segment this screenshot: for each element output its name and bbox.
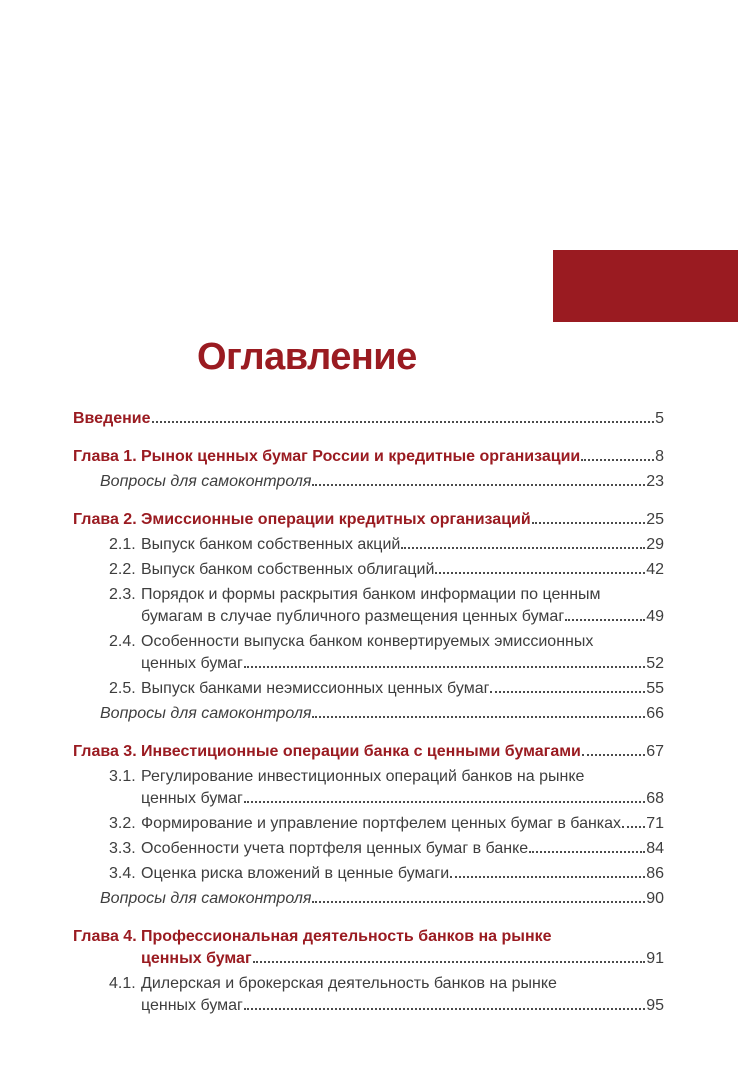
toc-entry-text: Дилерская и брокерская деятельность банков на рынке <box>141 975 557 992</box>
toc-entry-page-number: 55 <box>646 680 664 697</box>
toc-entry-body <box>73 408 664 430</box>
toc-entry-body <box>100 471 664 493</box>
toc-entry-page-number: 71 <box>646 815 664 832</box>
toc-entry-text: Вопросы для самоконтроля <box>100 890 312 907</box>
toc-entry-page-number: 84 <box>646 840 664 857</box>
toc-entry-page-number: 91 <box>646 950 664 967</box>
toc-entry-text: Рынок ценных бумаг России и кредитные организации <box>141 448 581 465</box>
dot-leader <box>490 691 645 693</box>
dot-leader <box>253 961 646 963</box>
toc-entry <box>73 471 664 493</box>
toc-entry-text: Вопросы для самоконтроля <box>100 473 312 490</box>
toc-entry-label: Глава 3. <box>73 743 137 760</box>
toc-entry-line <box>141 678 664 700</box>
toc-entry-text: ценных бумаг <box>141 950 252 967</box>
toc-entry <box>73 509 664 531</box>
toc-entry-body <box>141 509 664 531</box>
toc-entry-body <box>141 534 664 556</box>
toc-entry <box>73 863 664 885</box>
toc-entry-page-number: 23 <box>646 473 664 490</box>
dot-leader <box>244 801 645 803</box>
toc-entry-page-number: 5 <box>655 410 664 427</box>
toc-entry-text: Особенности выпуска банком конвертируемых эмиссионных <box>141 633 594 650</box>
toc-entry-text: Порядок и формы раскрытия банком информации по ценным <box>141 586 601 603</box>
toc-entry-line <box>141 509 664 531</box>
toc-entry-line <box>141 995 664 1017</box>
toc-entry-text: Профессиональная деятельность банков на рынке <box>141 928 552 945</box>
toc-entry-text: Оценка риска вложений в ценные бумаги <box>141 865 450 882</box>
toc-entry-body <box>100 888 664 910</box>
toc-entry-line <box>141 788 664 810</box>
dot-leader <box>565 619 645 621</box>
toc-entry-text: ценных бумаг <box>141 997 243 1014</box>
toc-entry-page-number: 86 <box>646 865 664 882</box>
toc-entry-text: Регулирование инвестиционных операций банков на рынке <box>141 768 585 785</box>
toc-entry-label: Глава 4. <box>73 928 137 945</box>
toc-entry-text: Особенности учета портфеля ценных бумаг в банке <box>141 840 529 857</box>
toc-entry-label: 3.3. <box>109 840 136 857</box>
toc-entry <box>73 534 664 556</box>
toc-entry-label: 3.1. <box>109 768 136 785</box>
toc-entry <box>73 926 664 970</box>
dot-leader <box>244 1008 645 1010</box>
toc-entry-label: Глава 1. <box>73 448 137 465</box>
toc-entry-page-number: 8 <box>655 448 664 465</box>
toc-entry-line <box>141 948 664 970</box>
toc-entry-line <box>141 446 664 468</box>
toc-entry <box>73 678 664 700</box>
toc-entry-text: Выпуск банком собственных акций <box>141 536 401 553</box>
toc-entry-label: 4.1. <box>109 975 136 992</box>
toc-entry-line <box>73 408 664 430</box>
toc-entry-line <box>100 703 664 725</box>
toc-entry-page-number: 68 <box>646 790 664 807</box>
toc-entry <box>73 703 664 725</box>
toc-entry-line <box>141 813 664 835</box>
dot-leader <box>435 572 645 574</box>
toc-entry-page-number: 90 <box>646 890 664 907</box>
toc-entry-page-number: 42 <box>646 561 664 578</box>
toc-entry-body <box>141 926 664 970</box>
dot-leader <box>312 901 645 903</box>
toc-entry-line <box>141 863 664 885</box>
dot-leader <box>622 826 645 828</box>
toc-entry-text: Введение <box>73 410 151 427</box>
toc-entry-line <box>141 741 664 763</box>
toc-entry-page-number: 95 <box>646 997 664 1014</box>
corner-accent-block <box>553 250 738 322</box>
toc-entry-body <box>141 813 664 835</box>
dot-leader <box>450 876 645 878</box>
toc-entry <box>73 838 664 860</box>
toc-entry-text: бумагам в случае публичного размещения ценных бумаг <box>141 608 565 625</box>
toc-entry <box>73 446 664 468</box>
toc-entry-label: 2.4. <box>109 633 136 650</box>
toc-entry-page-number: 67 <box>646 743 664 760</box>
toc-entry <box>73 766 664 810</box>
toc-entry-label: 2.2. <box>109 561 136 578</box>
toc-entry-line <box>141 838 664 860</box>
toc-entry-text: Формирование и управление портфелем ценных бумаг в банках <box>141 815 622 832</box>
toc-entry-page-number: 25 <box>646 511 664 528</box>
toc-entry-body <box>141 559 664 581</box>
dot-leader <box>401 547 645 549</box>
toc-entry-body <box>141 838 664 860</box>
toc-entry <box>73 973 664 1017</box>
toc-entry-text: ценных бумаг <box>141 790 243 807</box>
dot-leader <box>152 421 655 423</box>
toc-entry <box>73 559 664 581</box>
toc-entry-body <box>141 584 664 628</box>
toc-entry-body <box>141 863 664 885</box>
toc-entry-page-number: 29 <box>646 536 664 553</box>
dot-leader <box>312 716 645 718</box>
toc-entry-line <box>141 534 664 556</box>
toc-entry-body <box>141 631 664 675</box>
toc-entry-body <box>141 678 664 700</box>
toc-entry-line <box>141 653 664 675</box>
toc-entry-body <box>100 703 664 725</box>
dot-leader <box>582 754 645 756</box>
page-title: Оглавление <box>197 336 417 378</box>
toc-entry-label: 2.1. <box>109 536 136 553</box>
toc-entry-text: Выпуск банком собственных облигаций <box>141 561 435 578</box>
dot-leader <box>529 851 645 853</box>
dot-leader <box>581 459 654 461</box>
toc-entry-page-number: 49 <box>646 608 664 625</box>
toc-entry-label: 2.5. <box>109 680 136 697</box>
toc-entry-label: 3.2. <box>109 815 136 832</box>
toc-entry-label: 2.3. <box>109 586 136 603</box>
toc-entry-line <box>141 559 664 581</box>
toc-entry-line <box>100 888 664 910</box>
toc-entry-text: Выпуск банками неэмиссионных ценных бумаг <box>141 680 490 697</box>
toc-entry <box>73 584 664 628</box>
toc-entry-line <box>100 471 664 493</box>
toc-entry <box>73 741 664 763</box>
toc-entry-text: ценных бумаг <box>141 655 243 672</box>
toc-entry-line <box>141 606 664 628</box>
toc-entry-page-number: 52 <box>646 655 664 672</box>
toc-entry <box>73 888 664 910</box>
toc-entry-body <box>141 446 664 468</box>
toc-entry-page-number: 66 <box>646 705 664 722</box>
toc-entry <box>73 631 664 675</box>
dot-leader <box>312 484 645 486</box>
toc-entry-text: Вопросы для самоконтроля <box>100 705 312 722</box>
toc-entry <box>73 408 664 430</box>
toc-entry <box>73 813 664 835</box>
table-of-contents <box>73 408 664 1017</box>
dot-leader <box>244 666 645 668</box>
toc-entry-label: Глава 2. <box>73 511 137 528</box>
toc-entry-body <box>141 741 664 763</box>
toc-entry-label: 3.4. <box>109 865 136 882</box>
toc-entry-text: Инвестиционные операции банка с ценными бумагами <box>141 743 581 760</box>
dot-leader <box>532 522 646 524</box>
toc-entry-body <box>141 973 664 1017</box>
toc-entry-body <box>141 766 664 810</box>
toc-entry-text: Эмиссионные операции кредитных организаций <box>141 511 531 528</box>
